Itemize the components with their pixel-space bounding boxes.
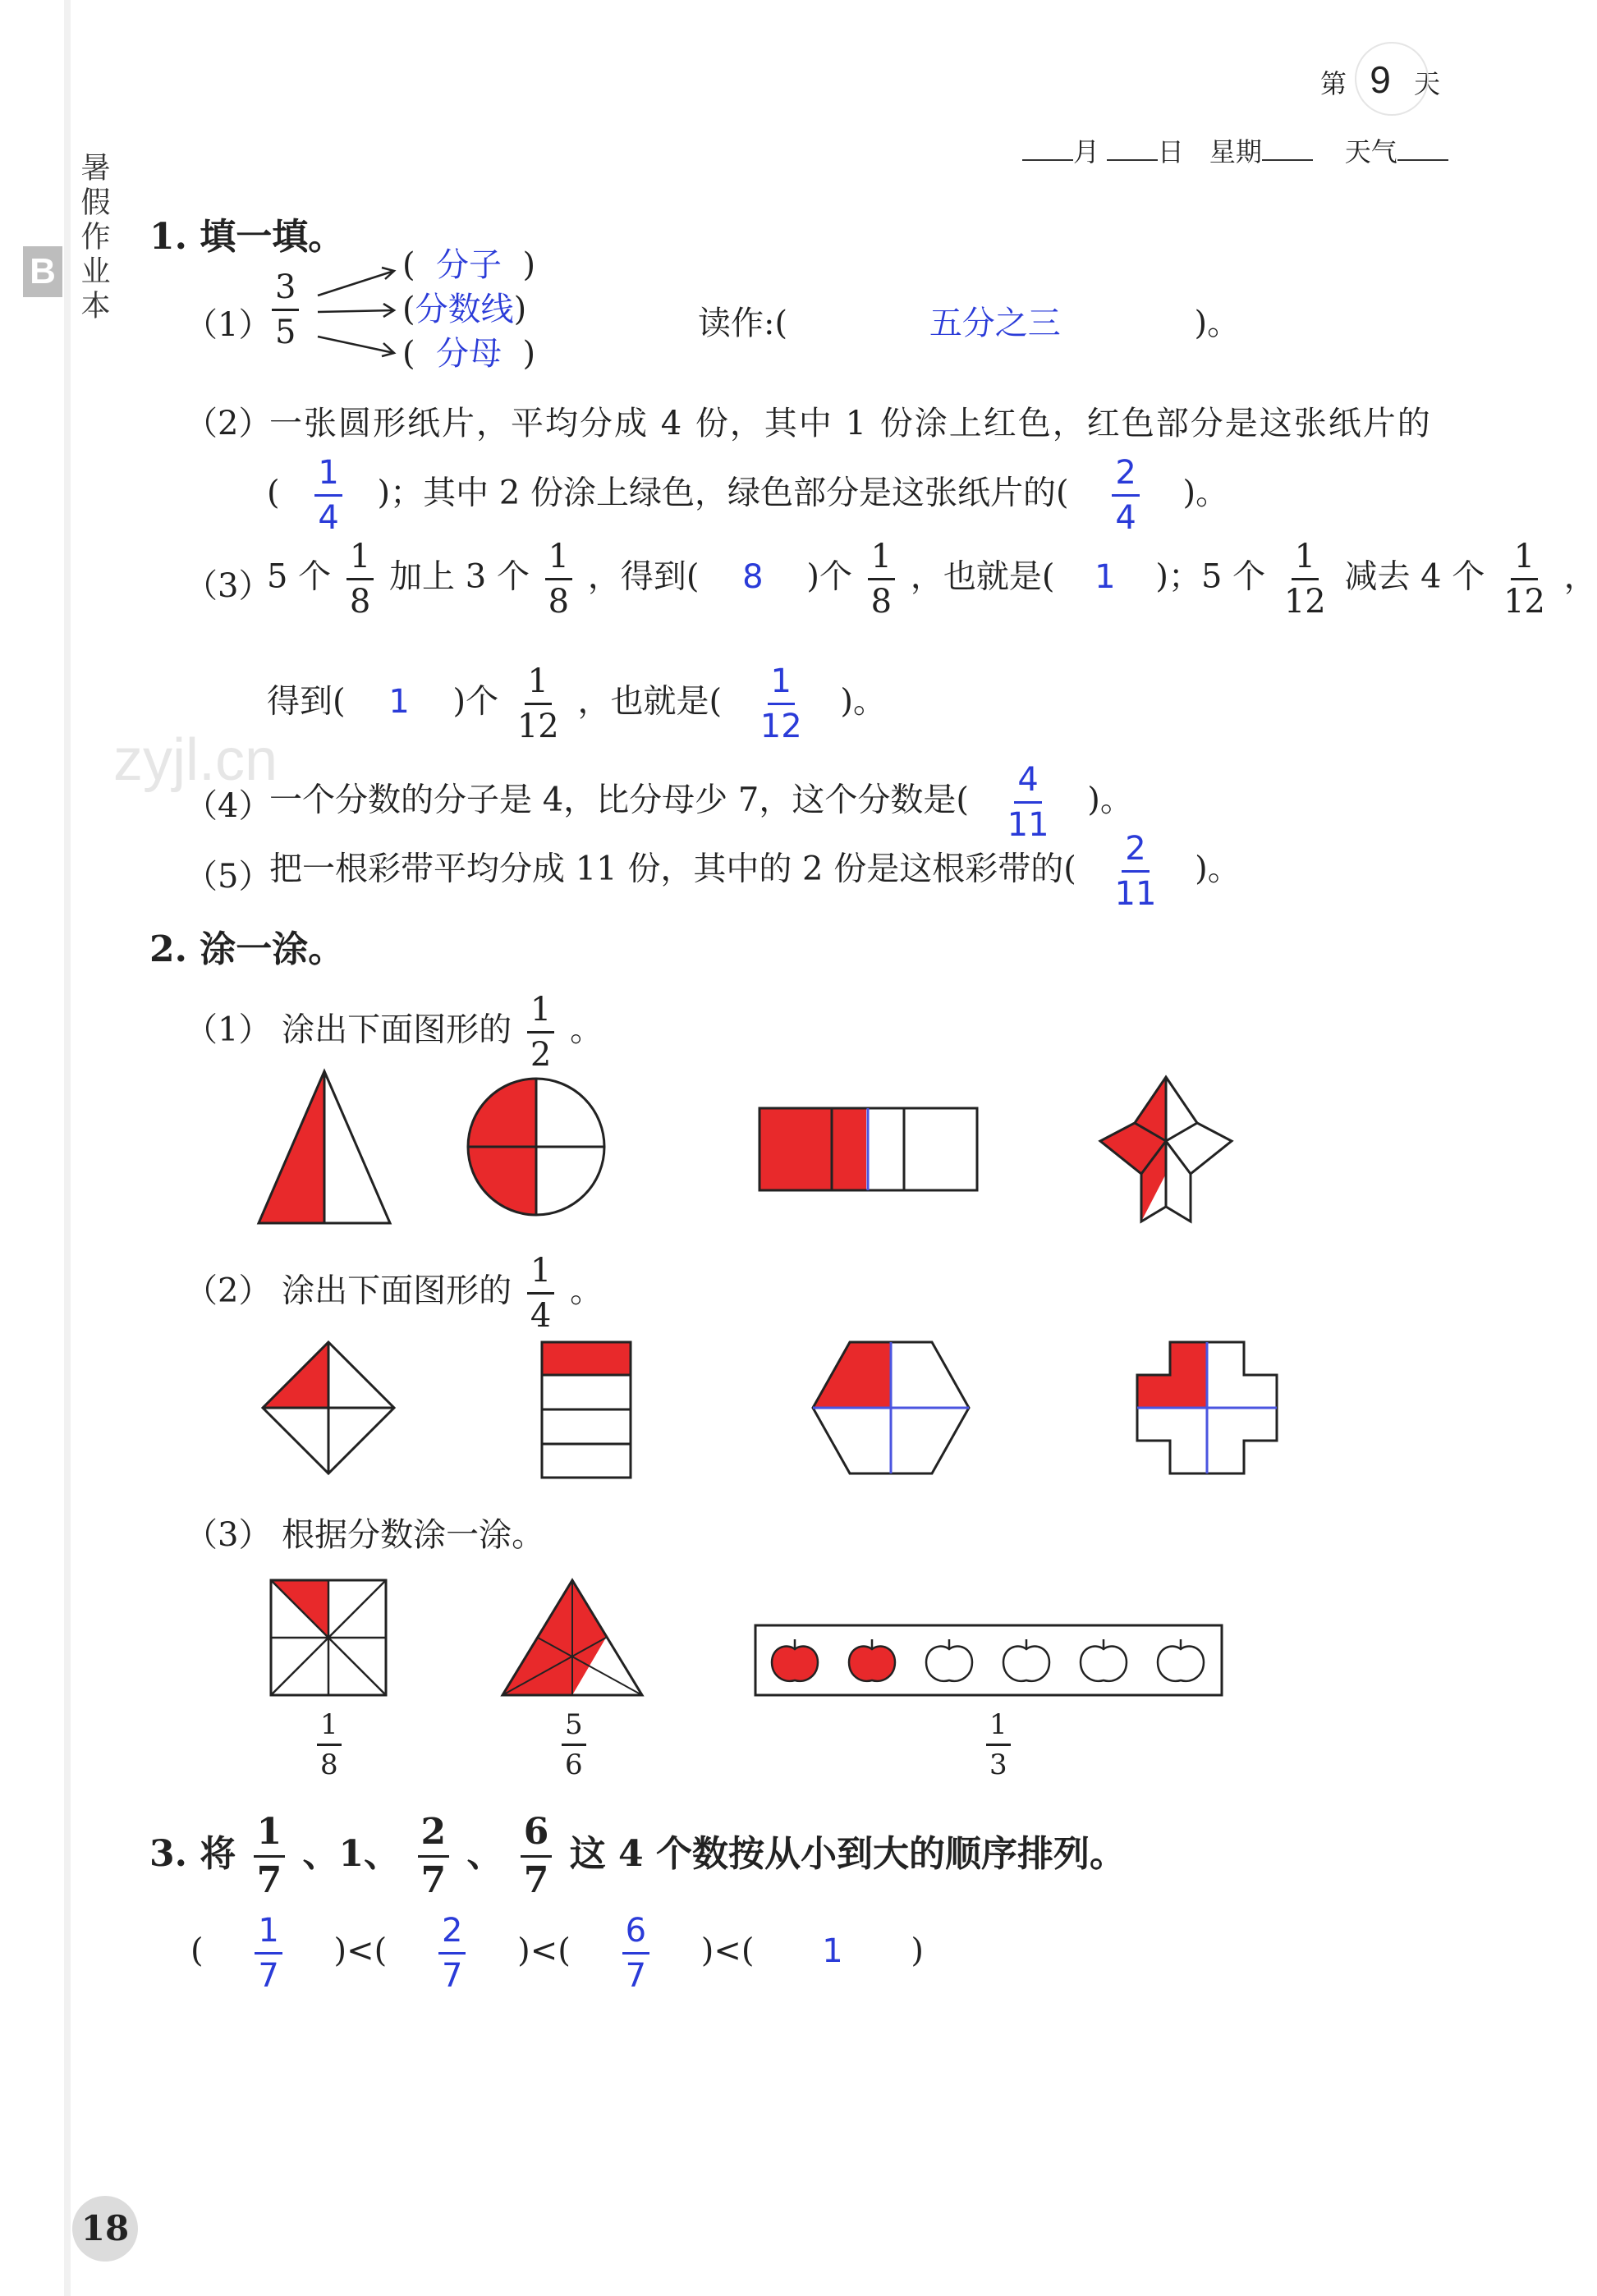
frac-den: 8 — [548, 583, 570, 621]
frac-den: 7 — [420, 1859, 447, 1901]
answer: 1 — [388, 682, 410, 721]
q1-p4-label: （4） — [185, 787, 272, 825]
s3-text: 根据分数涂一涂。 — [282, 1516, 545, 1554]
answer-numerator: 分子 — [436, 246, 503, 284]
q1-p1-read — [698, 297, 1240, 344]
answer-den: 7 — [258, 1957, 279, 1995]
answer-fraction-line: 分数线 — [415, 291, 514, 328]
q1-title: 1. 填一填。 — [149, 216, 345, 258]
bracket-close: )。 — [1182, 474, 1229, 512]
q1-p3-line1 — [267, 538, 1597, 621]
watermark: zyjl.cn — [113, 727, 278, 793]
s1-text: 涂出下面图形的 — [282, 1011, 512, 1049]
shapes-quarter — [246, 1338, 1314, 1486]
q1-p1-answers: ( 分子 ) (分数线) ( 分母 ) — [402, 246, 536, 373]
answer-num: 2 — [1122, 832, 1149, 873]
diamond-quarter — [263, 1342, 394, 1473]
q3-sep: 、 — [466, 1833, 503, 1875]
frac-num: 1 — [317, 1711, 342, 1746]
frac-num: 1 — [254, 1814, 286, 1858]
p3-text: 加上 3 个 — [389, 557, 530, 596]
day-suffix: 天 — [1413, 68, 1440, 99]
frac-den: 12 — [1503, 583, 1545, 621]
triangle-five-sixths — [503, 1580, 642, 1695]
side-strip — [64, 0, 71, 2296]
read-prefix: 读作:( — [698, 305, 788, 342]
bracket-open: ( — [267, 474, 280, 512]
p3-text: )；5 个 — [1155, 557, 1266, 596]
p3-text: )。 — [840, 682, 887, 721]
circle-half — [468, 1079, 604, 1215]
q1-p5-label: （5） — [185, 858, 272, 896]
apple-empty-icon — [1158, 1639, 1204, 1681]
day-prefix: 第 — [1320, 68, 1347, 99]
answer-num: 2 — [438, 1914, 466, 1955]
lt-sign: )<( — [517, 1932, 571, 1970]
bracket-close: )。 — [1087, 781, 1133, 819]
s2-label: （2） — [185, 1272, 272, 1310]
frac-num: 5 — [562, 1711, 586, 1746]
frac-den: 3 — [989, 1748, 1007, 1781]
rectangle-quarter — [542, 1342, 631, 1478]
answer-num: 1 — [255, 1914, 282, 1955]
p3-text: ，也就是( — [577, 682, 723, 721]
frac-num: 1 — [545, 540, 572, 580]
apple-filled-icon — [772, 1639, 818, 1681]
answer-num: 2 — [1112, 456, 1139, 497]
triangle-half — [259, 1071, 390, 1223]
frac-num: 1 — [346, 540, 374, 580]
bracket-open: ( — [190, 1932, 204, 1970]
answer: 8 — [742, 557, 764, 596]
star-half — [1100, 1077, 1232, 1221]
frac-den: 12 — [516, 708, 559, 745]
bracket-close: )。 — [1195, 850, 1241, 888]
s3-frac-2 — [557, 1708, 591, 1781]
p2-middle-text: )；其中 2 份涂上绿色，绿色部分是这张纸片的( — [377, 474, 1069, 512]
fraction-numerator: 3 — [272, 271, 299, 311]
answer-den: 4 — [318, 499, 339, 537]
lt-sign: )<( — [333, 1932, 388, 1970]
weekday-label: 星期 — [1209, 137, 1262, 167]
answer-den: 11 — [1114, 875, 1157, 913]
q2-title: 2. 涂一涂。 — [149, 928, 345, 970]
fraction-denominator: 5 — [275, 314, 296, 351]
answer: 1 — [822, 1932, 843, 1970]
frac-num: 6 — [521, 1814, 553, 1858]
answer-num: 1 — [314, 456, 342, 497]
p3-text: 减去 4 个 — [1344, 557, 1485, 596]
answer: 1 — [1094, 557, 1116, 596]
q3-sep: 、1、 — [302, 1833, 401, 1875]
s3-frac-3 — [981, 1708, 1016, 1781]
p3-text: )个 — [452, 682, 499, 721]
s2-text: 涂出下面图形的 — [282, 1272, 512, 1310]
edition-badge: B — [23, 246, 62, 297]
answer-num: 6 — [622, 1914, 649, 1955]
frac-num: 1 — [527, 1254, 554, 1295]
apple-row — [762, 1636, 1222, 1685]
frac-den: 7 — [256, 1859, 282, 1901]
frac-num: 1 — [868, 540, 895, 580]
frac-den: 12 — [1283, 583, 1326, 621]
frac-den: 8 — [870, 583, 893, 621]
answer-denominator: 分母 — [436, 335, 503, 373]
answer-den: 7 — [625, 1957, 647, 1995]
page-number: 18 — [72, 2196, 138, 2262]
p3-text: )个 — [806, 557, 852, 596]
q1-p3-line2 — [267, 662, 887, 745]
frac-num: 1 — [1511, 540, 1538, 580]
frac-num: 1 — [1292, 540, 1319, 580]
apples — [762, 1636, 1222, 1685]
answer-den: 12 — [759, 708, 802, 745]
q2-s3-instruction — [185, 1509, 544, 1556]
read-suffix: )。 — [1194, 305, 1241, 342]
q1-p3-label: （3） — [185, 567, 272, 605]
day-number: 9 — [1370, 58, 1391, 101]
q1-p2-line2 — [267, 454, 1229, 537]
p4-text: 一个分数的分子是 4，比分母少 7，这个分数是( — [269, 781, 969, 819]
p3-text: 得到( — [267, 682, 346, 721]
book-title: 暑假作业本 — [76, 152, 110, 324]
q1-p5-line — [269, 830, 1241, 913]
q1-p1-fraction — [267, 268, 304, 351]
answer-num: 1 — [768, 665, 795, 705]
s1-end: 。 — [570, 1011, 603, 1049]
q3-title — [149, 1811, 1126, 1901]
q1-p4-line — [269, 761, 1133, 844]
p3-text: ，也就是( — [910, 557, 1055, 596]
p3-text: ，得到( — [587, 557, 700, 596]
frac-den: 7 — [523, 1859, 549, 1901]
shapes-half — [246, 1067, 1273, 1240]
q3-suffix: 这 4 个数按从小到大的顺序排列。 — [569, 1833, 1126, 1875]
frac-num: 1 — [525, 665, 552, 705]
frac-num: 1 — [986, 1711, 1011, 1746]
frac-den: 2 — [530, 1036, 552, 1074]
day-circle-icon — [1347, 38, 1437, 120]
p5-text: 把一根彩带平均分成 11 份，其中的 2 份是这根彩带的( — [269, 850, 1076, 888]
weather-label: 天气 — [1344, 137, 1397, 167]
hexagon-quarter — [813, 1342, 969, 1473]
date-line — [1022, 131, 1448, 169]
frac-den: 8 — [320, 1748, 338, 1781]
p3-text: ， — [1563, 557, 1597, 596]
frac-num: 1 — [527, 993, 554, 1033]
q3-answer-row — [190, 1912, 924, 1995]
q1-p2-line1: 一张圆形纸片，平均分成 4 份，其中 1 份涂上红色，红色部分是这张纸片的 — [269, 405, 1432, 442]
square-eighth — [271, 1580, 386, 1695]
s1-label: （1） — [185, 1011, 272, 1049]
answer-den: 4 — [1115, 499, 1136, 537]
q3-prefix: 3. 将 — [149, 1833, 236, 1875]
s2-end: 。 — [570, 1272, 603, 1310]
answer-num: 4 — [1014, 763, 1041, 804]
q1-p1-label: （1） — [185, 306, 272, 344]
s3-frac-1 — [312, 1708, 346, 1781]
q1-p2-label: （2） — [185, 405, 272, 442]
apple-empty-icon — [926, 1639, 972, 1681]
frac-num: 2 — [418, 1814, 450, 1858]
rectangle-half — [759, 1108, 977, 1190]
apple-filled-icon — [849, 1639, 895, 1681]
frac-den: 4 — [530, 1297, 552, 1335]
read-answer: 五分之三 — [929, 305, 1061, 342]
answer-den: 11 — [1007, 806, 1049, 844]
p3-text: 5 个 — [267, 557, 332, 596]
lt-sign: )<( — [700, 1932, 755, 1970]
date-label: 日 — [1157, 137, 1184, 167]
cross-quarter — [1137, 1342, 1277, 1473]
q2-s1-instruction — [185, 991, 603, 1074]
arrows-icon — [316, 254, 406, 369]
bracket-close: ) — [911, 1932, 924, 1970]
answer-den: 7 — [441, 1957, 463, 1995]
apple-empty-icon — [1003, 1639, 1049, 1681]
frac-den: 8 — [349, 583, 371, 621]
q2-s2-instruction — [185, 1252, 603, 1335]
frac-den: 6 — [565, 1748, 583, 1781]
s3-label: （3） — [185, 1516, 272, 1554]
apple-empty-icon — [1081, 1639, 1127, 1681]
month-label: 月 — [1073, 137, 1100, 167]
